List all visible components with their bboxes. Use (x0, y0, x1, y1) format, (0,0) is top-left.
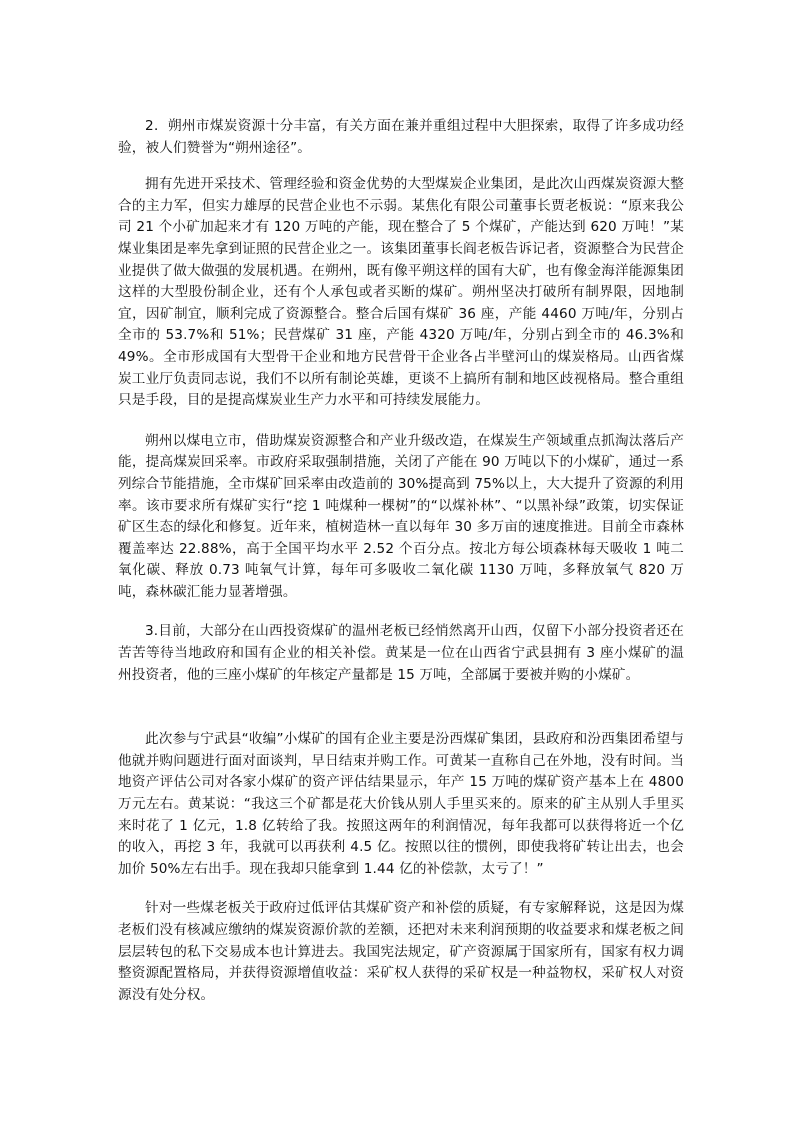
paragraph-private-enterprises: 拥有先进开采技术、管理经验和资金优势的大型煤炭企业集团，是此次山西煤炭资源大整合的主力军，但实力雄厚的民营企业也不示弱。某焦化有限公司董事长贾老板说：“原来我公司 21 个小矿加起来才有 120 万吨的产能，现在整合了 5 个煤矿，产能达到 620 万吨！”某煤业集团是率先拿到证照的民营企业之一。该集团董事长阎老板告诉记者，资源整合为民营企业提供了做大做强的发展机遇。在朔州，既有像平朔这样的国有大矿，也有像金海洋能源集团这样的大型股份制企业，还有个人承包或者买断的煤矿。朔州坚决打破所有制界限，因地制宜，因矿制宜，顺利完成了资源整合。整合后国有煤矿 36 座，产能 4460 万吨/年，分别占全市的 53.7%和 51%；民营煤矿 31 座，产能 4320 万吨/年，分别占到全市的 46.3%和 49%。全市形成国有大型骨干企业和地方民营骨干企业各占半壁河山的煤炭格局。山西省煤炭工业厅负责同志说，我们不以所有制论英雄，更谈不上搞所有制和地区歧视格局。整合重组只是手段，目的是提高煤炭业生产力水平和可持续发展能力。 (118, 176, 684, 409)
paragraph-wenzhou-investors: 3.目前，大部分在山西投资煤矿的温州老板已经悄然离开山西，仅留下小部分投资者还在苦苦等待当地政府和国有企业的相关补偿。黄某是一位在山西省宁武县拥有 3 座小煤矿的温州投资者，他的三座小煤矿的年核定产量都是 15 万吨，全部属于要被并购的小煤矿。 (118, 623, 684, 683)
paragraph-expert-explanation: 针对一些煤老板关于政府过低评估其煤矿资产和补偿的质疑，有专家解释说，这是因为煤老板们没有核减应缴纳的煤炭资源价款的差额，还把对未来利润预期的收益要求和煤老板之间层层转包的私下交易成本也计算进去。我国宪法规定，矿产资源属于国家所有，国家有权力调整资源配置格局，并获得资源增值收益：采矿权人获得的采矿权是一种益物权，采矿权人对资源没有处分权。 (118, 900, 684, 1003)
paragraph-coal-power-city: 朔州以煤电立市，借助煤炭资源整合和产业升级改造，在煤炭生产领域重点抓淘汰落后产能，提高煤炭回采率。市政府采取强制措施，关闭了产能在 90 万吨以下的小煤矿，通过一系列综合节能措施，全市煤矿回采率由改造前的 30%提高到 75%以上，大大提升了资源的利用率。该市要求所有煤矿实行“挖 1 吨煤种一棵树”的“以煤补林”、“以黑补绿”政策，切实保证矿区生态的绿化和修复。近年来，植树造林一直以每年 30 多万亩的速度推进。目前全市森林覆盖率达 22.88%，高于全国平均水平 2.52 个百分点。按北方每公顷森林每天吸收 1 吨二氧化碳、释放 0.73 吨氧气计算，每年可多吸收二氧化碳 1130 万吨，多释放氧气 820 万吨，森林碳汇能力显著增强。 (118, 432, 684, 600)
paragraph-shuozhou-path: 2．朔州市煤炭资源十分丰富，有关方面在兼并重组过程中大胆探索，取得了许多成功经验，被人们赞誉为“朔州途径”。 (118, 118, 684, 156)
paragraph-ningwu-acquisition: 此次参与宁武县“收编”小煤矿的国有企业主要是汾西煤矿集团，县政府和汾西集团希望与他就并购问题进行面对面谈判，早日结束并购工作。可黄某一直称自己在外地，没有时间。当地资产评估公司对各家小煤矿的资产评估结果显示，年产 15 万吨的煤矿资产基本上在 4800 万元左右。黄某说：“我这三个矿都是花大价钱从别人手里买来的。原来的矿主从别人手里买来时花了 1 亿元，1.8 亿转给了我。按照这两年的利润情况，每年我都可以获得将近一个亿的收入，再挖 3 年，我就可以再获利 4.5 亿。按照以往的惯例，即使我将矿转让出去，也会加价 50%左右出手。现在我却只能拿到 1.44 亿的补偿款，太亏了！” (118, 731, 684, 877)
document-body (118, 116, 684, 1006)
